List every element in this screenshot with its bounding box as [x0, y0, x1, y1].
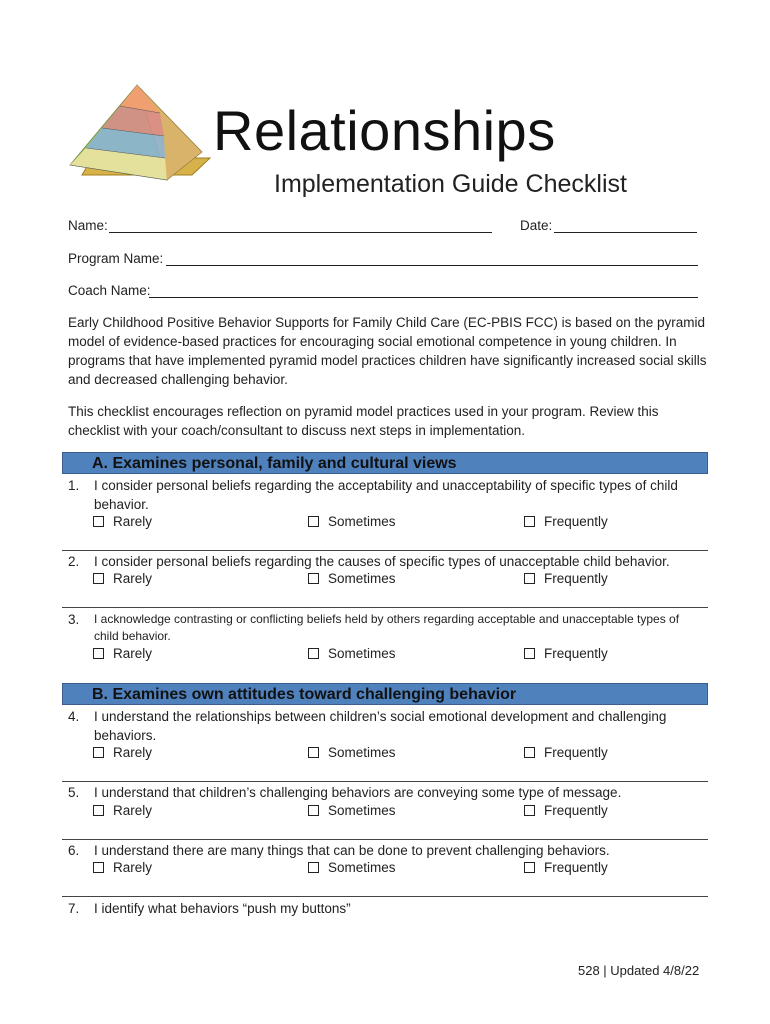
coach-name-label: Coach Name: [68, 283, 151, 298]
pyramid-model-logo [62, 80, 212, 195]
q1-sometimes-checkbox[interactable]: Sometimes [308, 514, 396, 529]
checkbox-icon [93, 648, 104, 659]
section-b-header [62, 683, 708, 705]
q6-sometimes-checkbox[interactable]: Sometimes [308, 860, 396, 875]
q4-sometimes-checkbox[interactable]: Sometimes [308, 745, 396, 760]
section-a-title: A. Examines personal, family and cultural views [92, 455, 457, 472]
q3-sometimes-checkbox[interactable]: Sometimes [308, 646, 396, 661]
checkbox-icon [308, 862, 319, 873]
q3-rarely-checkbox[interactable]: Rarely [93, 646, 152, 661]
checkbox-icon [524, 862, 535, 873]
checkbox-icon [308, 648, 319, 659]
date-field[interactable] [554, 232, 697, 233]
q1-rarely-checkbox[interactable]: Rarely [93, 514, 152, 529]
q5-sometimes-checkbox[interactable]: Sometimes [308, 803, 396, 818]
q5-rarely-checkbox[interactable]: Rarely [93, 803, 152, 818]
checkbox-icon [524, 747, 535, 758]
section-a-header [62, 452, 708, 474]
q4-frequently-checkbox[interactable]: Frequently [524, 745, 608, 760]
name-label: Name: [68, 218, 108, 233]
checkbox-icon [93, 747, 104, 758]
checkbox-icon [93, 516, 104, 527]
checkbox-icon [93, 805, 104, 816]
q6-frequently-checkbox[interactable]: Frequently [524, 860, 608, 875]
q2-rarely-checkbox[interactable]: Rarely [93, 571, 152, 586]
program-name-label: Program Name: [68, 251, 164, 266]
intro-paragraph: Early Childhood Positive Behavior Supports for Family Child Care (EC-PBIS FCC) is based on the pyramid model of evidence-based practices for encouraging social emotional competence in young children. In programs that have implemented pyramid model practices children have significantly increased social skills and decreased challenging behavior. [68, 315, 707, 387]
q2-sometimes-checkbox[interactable]: Sometimes [308, 571, 396, 586]
q5-frequently-checkbox[interactable]: Frequently [524, 803, 608, 818]
coach-name-field[interactable] [149, 297, 698, 298]
q2-frequently-checkbox[interactable]: Frequently [524, 571, 608, 586]
page-subtitle: Implementation Guide Checklist [274, 170, 627, 198]
date-label: Date: [520, 218, 553, 233]
page-title: Relationships [213, 99, 556, 162]
checkbox-icon [524, 648, 535, 659]
divider [62, 607, 708, 608]
instructions-paragraph: This checklist encourages reflection on pyramid model practices used in your program. Review this checklist with your coach/consultant to discuss next steps in implementation. [68, 404, 659, 438]
divider [62, 839, 708, 840]
checkbox-icon [308, 747, 319, 758]
divider [62, 781, 708, 782]
checkbox-icon [308, 516, 319, 527]
section-b-title: B. Examines own attitudes toward challenging behavior [92, 686, 517, 703]
page-footer: 528 | Updated 4/8/22 [578, 963, 700, 978]
checkbox-icon [308, 573, 319, 584]
checkbox-icon [524, 573, 535, 584]
checkbox-icon [308, 805, 319, 816]
program-name-field[interactable] [166, 265, 698, 266]
checkbox-icon [524, 516, 535, 527]
q3-frequently-checkbox[interactable]: Frequently [524, 646, 608, 661]
q4-rarely-checkbox[interactable]: Rarely [93, 745, 152, 760]
checkbox-icon [93, 862, 104, 873]
q1-frequently-checkbox[interactable]: Frequently [524, 514, 608, 529]
divider [62, 896, 708, 897]
q6-rarely-checkbox[interactable]: Rarely [93, 860, 152, 875]
name-field[interactable] [109, 232, 492, 233]
checkbox-icon [93, 573, 104, 584]
divider [62, 550, 708, 551]
checkbox-icon [524, 805, 535, 816]
